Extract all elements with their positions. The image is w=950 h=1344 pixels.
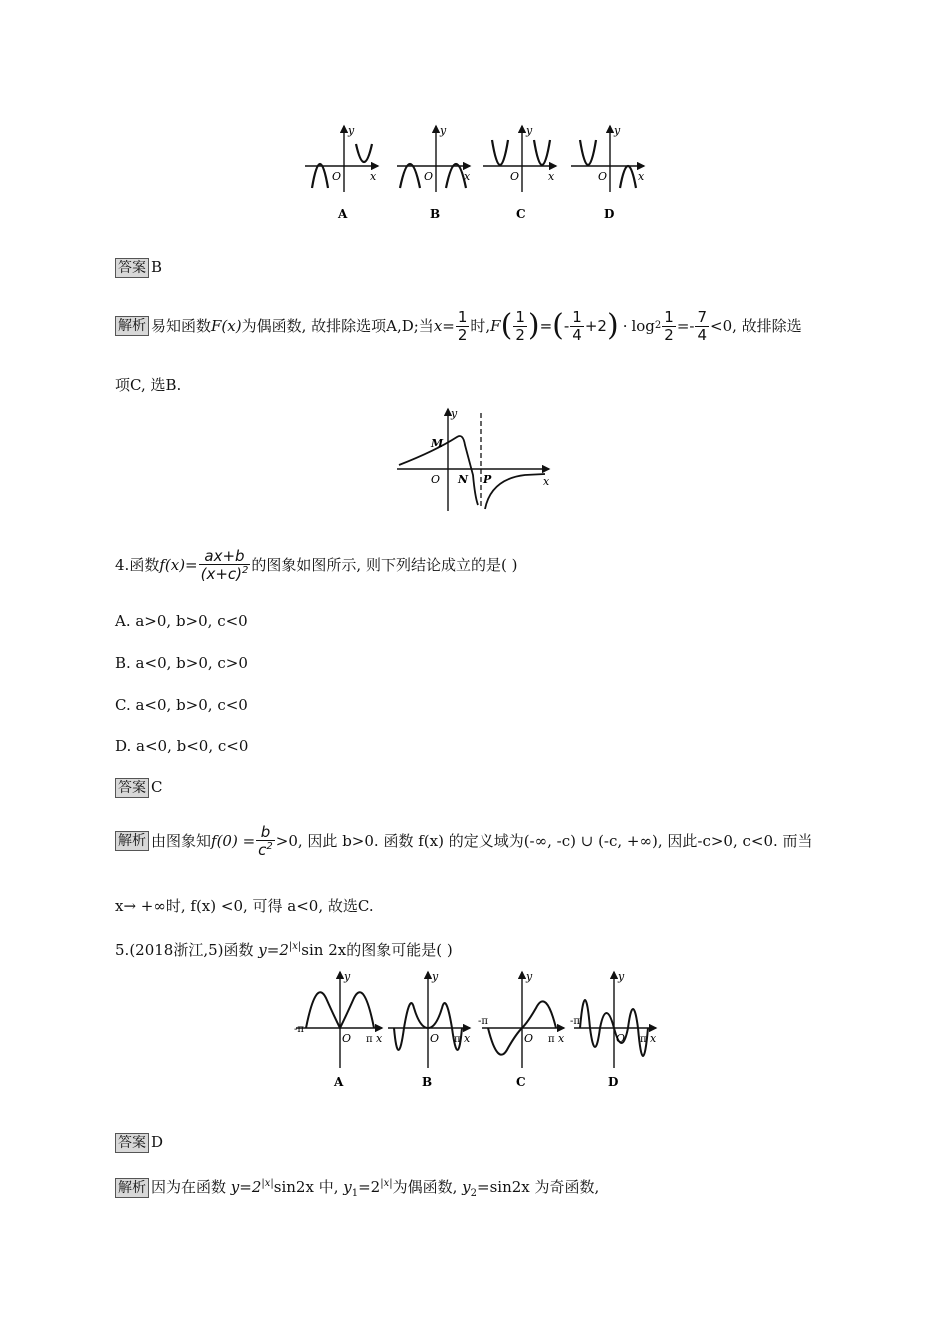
- tick-pi: π: [640, 1034, 647, 1045]
- tick-neg-pi: -π: [570, 1016, 580, 1027]
- origin-label: O: [424, 170, 434, 183]
- text: >0, 因此 b>0. 函数 f(x) 的定义域为(-∞, -c) ∪ (-c, +∞), 因此-c>0, c<0. 而当: [275, 832, 813, 850]
- fraction-b-c2: $\frac{b}{c^2}$: [258, 822, 273, 859]
- graph-label-a: A: [334, 1075, 344, 1089]
- graph-a: [305, 124, 378, 221]
- axis-label-y: y: [344, 970, 351, 983]
- axis-label-x: x: [650, 1032, 657, 1045]
- math-F: F: [490, 317, 501, 335]
- graph-label-c: C: [516, 1075, 526, 1089]
- option-d[interactable]: D. a<0, b<0, c<0: [115, 737, 249, 755]
- axis-label-y: y: [440, 124, 447, 137]
- answer-tag: 答案: [115, 778, 149, 798]
- figure-options-q5: [292, 968, 662, 1096]
- question-5: 5.(2018浙江,5)函数 $y=2^{|x|}\sin$ 2x的图象可能是( ): [115, 941, 453, 959]
- tick-pi: π: [366, 1034, 373, 1045]
- origin-label: O: [430, 1032, 440, 1045]
- answer-q4: [115, 776, 162, 798]
- text: 为偶函数, 故排除选项A,D;当: [241, 317, 434, 335]
- math-x: x=: [433, 317, 455, 335]
- fraction-quarter: $\frac{1}{4}$: [572, 308, 582, 344]
- answer-q3: [115, 256, 162, 278]
- answer-q5: [115, 1131, 163, 1153]
- axis-label-x: x: [543, 475, 550, 488]
- graph-c: [483, 124, 556, 221]
- math-Fx: F(x): [211, 317, 242, 335]
- axis-label-x: x: [370, 170, 377, 183]
- option-a[interactable]: A. a>0, b>0, c<0: [115, 612, 248, 630]
- tick-pi: π: [548, 1034, 555, 1045]
- graph-label-b: B: [430, 207, 441, 221]
- axis-label-x: x: [464, 1032, 471, 1045]
- tick-pi: π: [454, 1034, 461, 1045]
- graph-c: [478, 970, 565, 1089]
- text: 函数: [129, 556, 160, 574]
- graph-d: [570, 970, 657, 1089]
- point-P: P: [483, 473, 492, 486]
- graph-b: [388, 970, 471, 1089]
- answer-value: C: [151, 778, 163, 796]
- graph-a: [294, 970, 383, 1089]
- explanation-q3-cont: 项C, 选B.: [115, 376, 182, 394]
- graph-label-a: A: [338, 207, 348, 221]
- explanation-q4: [115, 818, 813, 864]
- graph-label-d: D: [608, 1075, 619, 1089]
- explanation-q5: 解析 因为在函数 $y=2^{|x|}\sin 2x$ 中, $y_1=2^{|x|}$为偶函数, $y_2=\sin 2x$ 为奇函数,: [115, 1173, 599, 1205]
- axis-label-y: y: [348, 124, 355, 137]
- answer-value: B: [151, 258, 163, 276]
- axis-label-y: y: [526, 124, 533, 137]
- graph-d: [571, 124, 645, 221]
- graph-label-d: D: [604, 207, 615, 221]
- tick-neg-pi: -π: [294, 1024, 304, 1035]
- explanation-q3: 解析 易知函数 F(x) 为偶函数, 故排除选项A,D;当 x= $\frac{1}{2}$ 时, F ( $\frac{1}{2}$ ) = ( - $\frac{1}{4}$ +2 ) · log 2 $\frac{1}{2}$ =- $\frac{7}{4}$ <0, 故排除选: [115, 300, 802, 352]
- option-c[interactable]: C. a<0, b>0, c<0: [115, 696, 248, 714]
- answer-tag: 答案: [115, 1133, 149, 1153]
- origin-label: O: [524, 1032, 534, 1045]
- answer-value: D: [151, 1133, 164, 1151]
- text: <0, 故排除选: [710, 317, 802, 335]
- origin-label: O: [510, 170, 520, 183]
- figure-options-q3: [300, 120, 660, 230]
- axis-label-y: y: [614, 124, 621, 137]
- axis-label-x: x: [638, 170, 645, 183]
- fraction-half: $\frac{1}{2}$: [515, 308, 525, 344]
- math-fx: f(x): [159, 556, 186, 574]
- origin-label: O: [598, 170, 608, 183]
- math-f0: f(0) =: [211, 832, 256, 850]
- fraction-half: $\frac{1}{2}$: [457, 308, 468, 344]
- figure-q4-graph: [395, 405, 555, 515]
- text: 时,: [470, 317, 491, 335]
- explanation-tag: 解析: [115, 316, 149, 336]
- point-M: M: [431, 437, 444, 450]
- explanation-q4-cont: x→ +∞时, f(x) <0, 可得 a<0, 故选C.: [115, 897, 374, 915]
- text: sin 2x的图象可能是( ): [301, 941, 453, 959]
- origin-label: O: [332, 170, 342, 183]
- answer-tag: 答案: [115, 258, 149, 278]
- axis-label-y: y: [526, 970, 533, 983]
- axis-label-y: y: [451, 407, 458, 420]
- origin-label: O: [431, 473, 441, 486]
- origin-label: O: [342, 1032, 352, 1045]
- option-b[interactable]: B. a<0, b>0, c>0: [115, 654, 248, 672]
- question-4: 4. 函数 f(x) = $\frac{ax+b}{(x+c)^2}$ 的图象如图所示, 则下列结论成立的是( ): [115, 546, 518, 583]
- explanation-tag: 解析: [115, 1178, 149, 1198]
- graph-label-c: C: [516, 207, 526, 221]
- axis-label-x: x: [558, 1032, 565, 1045]
- text: 易知函数: [151, 317, 212, 335]
- axis-label-y: y: [432, 970, 439, 983]
- tick-neg-pi: -π: [478, 1016, 488, 1027]
- axis-label-x: x: [548, 170, 555, 183]
- graph-label-b: B: [422, 1075, 433, 1089]
- axis-label-x: x: [376, 1032, 383, 1045]
- origin-label: O: [616, 1032, 626, 1045]
- explanation-tag: 解析: [115, 831, 149, 851]
- fraction-half: $\frac{1}{2}$: [664, 308, 674, 344]
- fraction-seven-quarters: $\frac{7}{4}$: [697, 308, 708, 344]
- question-number: 5.: [115, 941, 130, 959]
- text: 由图象知: [151, 832, 212, 850]
- question-number: 4.: [115, 556, 130, 574]
- axis-label-y: y: [618, 970, 625, 983]
- axis-label-x: x: [464, 170, 471, 183]
- graph-b: [397, 124, 471, 221]
- fraction-q4: $\frac{ax+b}{(x+c)^2}$: [200, 546, 249, 583]
- text: 的图象如图所示, 则下列结论成立的是( ): [251, 556, 518, 574]
- text: (2018浙江,5)函数: [129, 941, 259, 959]
- point-N: N: [458, 473, 469, 486]
